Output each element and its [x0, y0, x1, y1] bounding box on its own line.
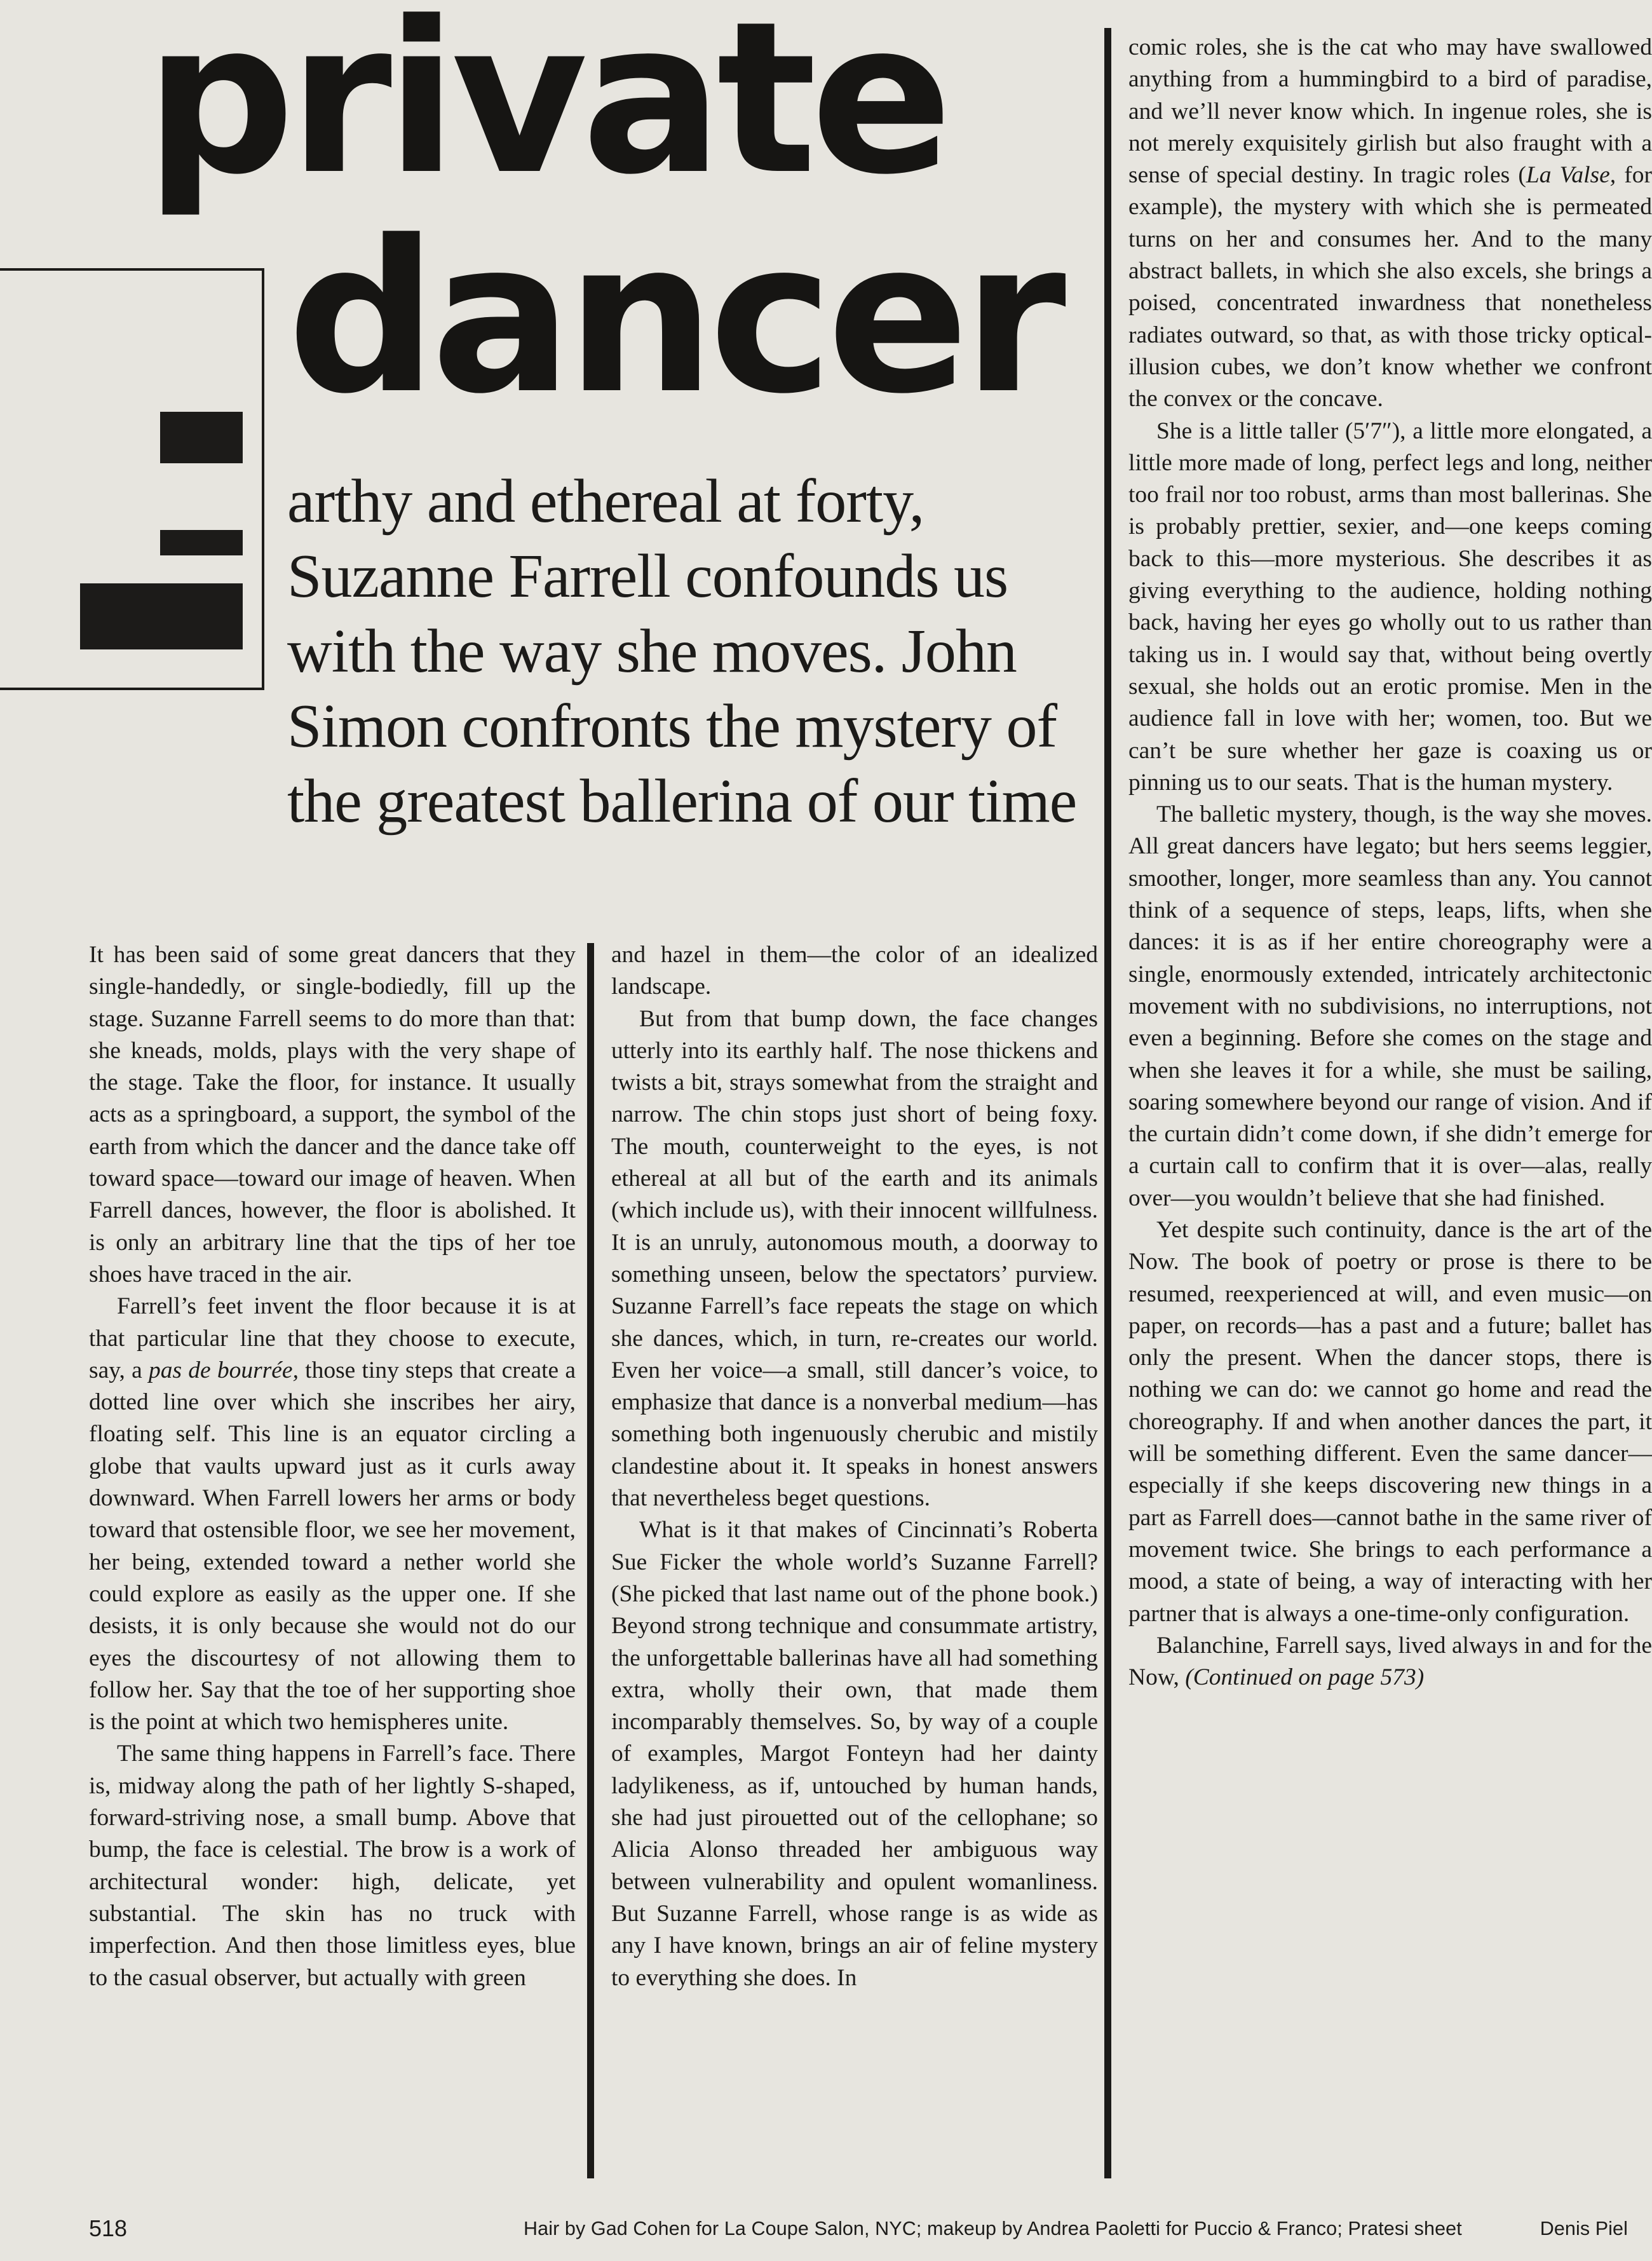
- styling-credits: Hair by Gad Cohen for La Coupe Salon, NYC; makeup by Andrea Paoletti for Puccio & Franco; Pratesi sheet: [524, 2218, 1462, 2239]
- body-column-1: [89, 939, 576, 1994]
- paragraph: But from that bump down, the face changes utterly into its earthly half. The nose thickens and twists a bit, strays somewhat from the straight and narrow. The chin stops just short of being foxy. The mouth, counterweight to the eyes, is not ethereal at all but of the earth and its animals (which include us), with their innocent willfulness. It is an unruly, autonomous mouth, a doorway to something unseen, below the spectators’ purview. Suzanne Farrell’s face repeats the stage on which she dances, which, in turn, re-creates our world. Even her voice—a small, still dancer’s voice, to emphasize that dance is a nonverbal medium—has something both ingenuously cherubic and mistily clandestine about it. It speaks in honest answers that nevertheless beget questions.: [611, 1005, 1098, 1512]
- paragraph: comic roles, she is the cat who may have swallowed anything from a hummingbird to a bird of paradise, and we’ll never know which. In ingenue roles, she is not merely exquisitely girlish but also fraught with a sense of special destiny. In tragic roles (La Valse, for example), the mystery with which she is permeated turns on her and consumes her. And to the many abstract ballets, in which she also excels, she brings a poised, concentrated inwardness that nonetheless radiates outward, so that, as with those tricky optical-illusion cubes, we don’t know whether we confront the convex or the concave.: [1128, 34, 1652, 412]
- paragraph: It has been said of some great dancers that they single-handedly, or single-bodiedly, fill up the stage. Suzanne Farrell seems to do more than that: she kneads, molds, plays with the very shape of the stage. Take the floor, for instance. It usually acts as a springboard, a support, the symbol of the earth from which the dancer and the dance take off toward space—toward our image of heaven. When Farrell dances, however, the floor is abolished. It is only an arbitrary line that the tips of her toe shoes have traced in the air.: [89, 942, 576, 1287]
- body-column-2: [611, 939, 1098, 1994]
- photo-credits: [524, 2218, 1628, 2240]
- paragraph: Farrell’s feet invent the floor because it is at that particular line that they choose to execute, say, a pas de bourrée, those tiny steps that create a dotted line over which she inscribes her airy, floating self. This line is an equator circling a globe that vaults upward just as it curls away downward. When Farrell lowers her arms or body toward that ostensible floor, we see her movement, her being, extended toward a nether world she could explore as easily as the upper one. If she desists, it is only because she would not do our eyes the discourtesy of not allowing them to follow her. Say that the toe of her supporting shoe is the point at which two hemispheres unite.: [89, 1293, 576, 1735]
- page-number: 518: [89, 2215, 128, 2241]
- paragraph: What is it that makes of Cincinnati’s Roberta Sue Ficker the whole world’s Suzanne Farrell? (She picked that last name out of the phone book.) Beyond strong technique and consummate artistry, the unforgettable ballerinas have all had something extra, wholly their own, that made them incomparably themselves. So, by way of a couple of examples, Margot Fonteyn had her dainty ladylikeness, as if, untouched by human hands, she had just pirouetted out of the cellophane; so Alicia Alonso threaded her ambiguous way between vulnerability and opulent womanliness. But Suzanne Farrell, whose range is as wide as any I have known, brings an air of feline mystery to everything she does. In: [611, 1517, 1098, 1991]
- continued-jump-line: (Continued on page 573): [1185, 1664, 1425, 1691]
- italic-term: pas de bourrée,: [148, 1357, 299, 1383]
- paragraph: The balletic mystery, though, is the way she moves. All great dancers have legato; but hers seems leggier, smoother, longer, more seamless than any. You cannot think of a sequence of steps, leaps, lifts, when she dances: it is as if her entire choreography were a single, enormously extended, intricately architectonic movement with no subdivisions, no interruptions, not even a beginning. Before she comes on the stage and when she leaves it for a while, she must be sailing, soaring somewhere beyond our range of vision. And if the curtain didn’t come down, if she didn’t emerge for a curtain call to confirm that it is over—alas, really over—you wouldn’t believe that she had finished.: [1128, 801, 1652, 1211]
- photographer-credit: Denis Piel: [1540, 2218, 1628, 2239]
- column-rule-left: [587, 943, 594, 2178]
- paragraph: and hazel in them—the color of an idealized landscape.: [611, 942, 1098, 1000]
- italic-term: La Valse,: [1526, 162, 1616, 189]
- paragraph: Yet despite such continuity, dance is the art of the Now. The book of poetry or prose is there to be resumed, reexperienced at will, and even music—on paper, on records—has a past and a future; ballet has only the present. When the dancer stops, there is nothing we can do: we cannot go home and read the choreography. If and when another dances the part, it will be something different. Even the same dancer—especially if she keeps discovering new things in a part as Farrell does—cannot bathe in the same river of movement twice. She brings to each performance a mood, a state of being, a way of interacting with her partner that is always a one-time-only configuration.: [1128, 1216, 1652, 1627]
- headline-line-1: private: [145, 0, 947, 221]
- column-rule-right: [1104, 28, 1111, 2178]
- dek-subheadline: arthy and ethereal at forty, Suzanne Farrell confounds us with the way she moves. John Simon confronts the mystery of the greatest ballerina of our time: [287, 467, 1077, 836]
- body-column-3: [1128, 32, 1652, 1694]
- paragraph: Balanchine, Farrell says, lived always in and for the Now, (Continued on page 573): [1128, 1632, 1652, 1691]
- paragraph: The same thing happens in Farrell’s face. There is, midway along the path of her lightly S-shaped, forward-striving nose, a small bump. Above that bump, the face is celestial. The brow is a work of architectural wonder: high, delicate, yet substantial. The skin has no truck with imperfection. And then those limitless eyes, blue to the casual observer, but actually with green: [89, 1741, 576, 1991]
- dropcap-letter: [0, 268, 268, 690]
- headline-line-2: dancer: [287, 196, 1060, 440]
- paragraph: She is a little taller (5′7″), a little more elongated, a little more made of long, perfect legs and long, neither too frail nor too robust, arms than most ballerinas. She is probably prettier, sexier, and—one keeps coming back to this—more mysterious. She describes it as giving everything to the audience, holding nothing back, having her eyes go wholly out to us rather than taking us in. I would say that, without being overtly sexual, she holds out an erotic promise. Men in the audience fall in love with her; women, too. But we can’t be sure whether her gaze is coaxing us or pinning us to our seats. That is the human mystery.: [1128, 418, 1652, 796]
